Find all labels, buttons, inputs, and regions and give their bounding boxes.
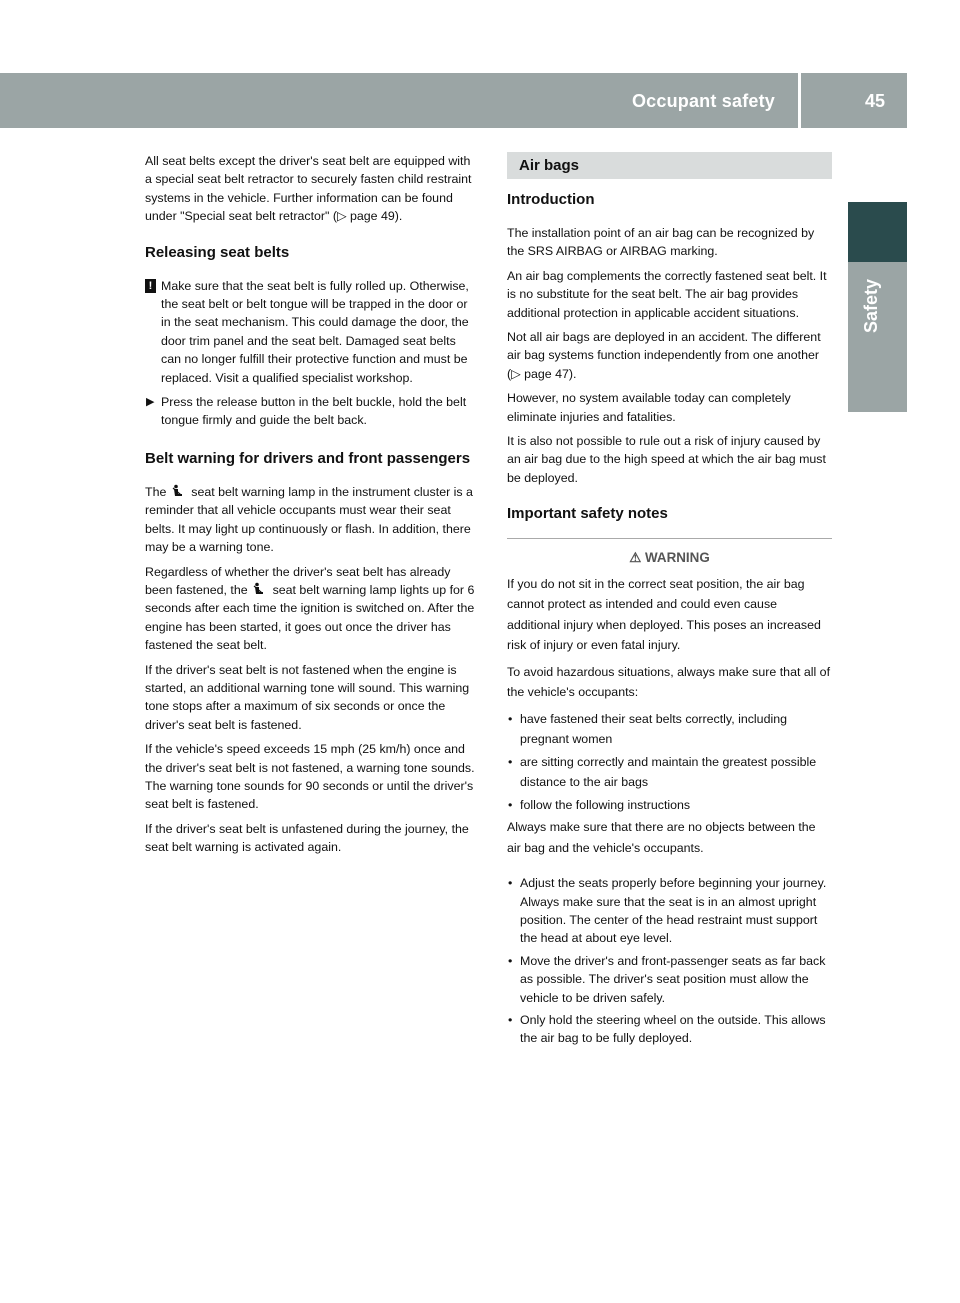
right-column xyxy=(507,152,832,1052)
heading-important-safety-notes: Important safety notes xyxy=(507,505,668,523)
warning-body xyxy=(507,574,832,859)
left-column xyxy=(145,152,479,863)
safety-bullet-text: Only hold the steering wheel on the outside. This allows the air bag to be fully deployed. xyxy=(520,1013,826,1046)
section-heading-air-bags: Air bags xyxy=(507,152,832,179)
warning-bullet xyxy=(507,709,832,750)
warning-header xyxy=(507,549,832,567)
warning-paragraph-3: Always make sure that there are no objects between the air bag and the vehicle's occupants. xyxy=(507,820,816,855)
intro-paragraph: All seat belts except the driver's seat belt are equipped with a special seat belt retractor to securely fasten child restraint systems in the vehicle. Further information can be found under "Special seat belt retractor" (▷ page 49). xyxy=(145,154,472,224)
warning-paragraph-1: If you do not sit in the correct seat position, the air bag cannot protect as intended and could even cause additional injury when deployed. This poses an increased risk of injury or even fatal injury. xyxy=(507,576,821,653)
warning-bullet-text: follow the following instructions xyxy=(520,797,691,812)
side-tab xyxy=(848,202,907,412)
warning-paragraph-2: To avoid hazardous situations, always make sure that all of the vehicle's occupants: xyxy=(507,664,831,700)
belt-warning-text-a: The xyxy=(145,484,167,499)
belt-warning-text-b: seat belt warning lamp in the instrument cluster is a reminder that all vehicle occupants must wear their seat belts. It may light up continuously or flash. In addition, there may be a warning tone. xyxy=(145,484,473,555)
warning-bullet-text: are sitting correctly and maintain the greatest possible distance to the air bags xyxy=(520,754,817,790)
instruction-step-text: Press the release button in the belt buckle, hold the belt tongue firmly and guide the belt back. xyxy=(161,395,467,428)
header-title: Occupant safety xyxy=(631,91,775,111)
warning-bullet xyxy=(507,752,832,793)
belt-warning-paragraph-4: If the vehicle's speed exceeds 15 mph (25 km/h) once and the driver's seat belt is not fastened, a warning tone sounds. The warning tone sounds for 90 seconds or until the driver's seat belt is fastened. xyxy=(145,742,475,812)
bullet-icon: • xyxy=(508,1013,513,1028)
safety-bullet-text: Move the driver's and front-passenger seats as far back as possible. The driver's seat position must allow the vehicle to be driven safely. xyxy=(520,953,826,1005)
safety-bullet xyxy=(507,1011,832,1048)
seat-belt-warning-lamp-icon xyxy=(251,582,269,595)
seat-belt-warning-lamp-icon xyxy=(170,484,188,497)
airbag-paragraph-3: Not all air bags are deployed in an accident. The different air bag systems function independently from one another (▷ page 47). xyxy=(507,330,821,381)
instruction-step xyxy=(145,393,479,430)
safety-bullet-text: Adjust the seats properly before beginning your journey. Always make sure that the seat is in an almost upright position. The center of the head restraint must support the head at about eye level. xyxy=(520,876,827,946)
belt-warning-text-d: seat belt warning lamp lights up for 6 seconds after each time the ignition is switched on. After the engine has been started, it goes out once the driver has fastened the seat belt. xyxy=(145,582,475,653)
caution-note xyxy=(145,277,479,387)
belt-warning-text-c: Regardless of whether the driver's seat belt has already been fastened, the xyxy=(145,564,451,597)
side-tab-label: Safety xyxy=(861,279,881,334)
side-tab-marker xyxy=(848,202,907,262)
page-number: 45 xyxy=(864,91,885,111)
safety-bullet xyxy=(507,952,832,1007)
belt-warning-paragraph-3: If the driver's seat belt is not fastened when the engine is started, an additional warning tone will sound. This warning tone stops after a maximum of six seconds or once the driver's seat belt is fastened. xyxy=(145,662,470,732)
airbag-paragraph-4: However, no system available today can completely eliminate injuries and fatalities. xyxy=(507,391,791,424)
bullet-icon: • xyxy=(508,953,513,968)
bullet-icon: • xyxy=(508,711,513,726)
warning-box xyxy=(507,538,832,858)
warning-bullet-text: have fastened their seat belts correctly, including pregnant women xyxy=(520,711,788,747)
airbag-paragraph-1: The installation point of an air bag can be recognized by the SRS AIRBAG or AIRBAG marking. xyxy=(507,226,815,259)
header-divider xyxy=(798,73,801,128)
belt-warning-paragraph-5: If the driver's seat belt is unfastened during the journey, the seat belt warning is activated again. xyxy=(145,821,469,855)
heading-belt-warning: Belt warning for drivers and front passengers xyxy=(145,449,471,467)
airbag-paragraph-2: An air bag complements the correctly fastened seat belt. It is no substitute for the seat belt. The air bag provides additional protection in applicable accident situations. xyxy=(507,268,827,320)
page-header xyxy=(0,73,907,128)
bullet-icon: • xyxy=(508,876,513,891)
safety-bullet xyxy=(507,874,832,948)
bullet-icon: • xyxy=(508,754,513,769)
caution-note-text: Make sure that the seat belt is fully rolled up. Otherwise, the seat belt or belt tongue will be trapped in the door or in the seat mechanism. This could damage the door, the door trim panel and the seat belt. Damaged seat belts can no longer fulfill their protective function and must be replaced. Visit a qualified specialist workshop. xyxy=(161,278,469,385)
belt-warning-paragraph-2 xyxy=(145,563,479,655)
heading-releasing-seat-belts: Releasing seat belts xyxy=(145,243,290,261)
caution-icon: ! xyxy=(145,279,156,293)
bullet-icon: • xyxy=(508,797,513,812)
warning-bullet xyxy=(507,795,832,816)
step-arrow-icon: ▶ xyxy=(146,396,155,409)
heading-introduction: Introduction xyxy=(507,191,595,208)
airbag-paragraph-5: It is also not possible to rule out a risk of injury caused by an air bag due to the high speed at which the air bag must be deployed. xyxy=(507,434,826,485)
warning-triangle-icon: ⚠ xyxy=(629,550,642,566)
belt-warning-paragraph-1 xyxy=(145,483,479,557)
warning-label: WARNING xyxy=(645,550,710,566)
